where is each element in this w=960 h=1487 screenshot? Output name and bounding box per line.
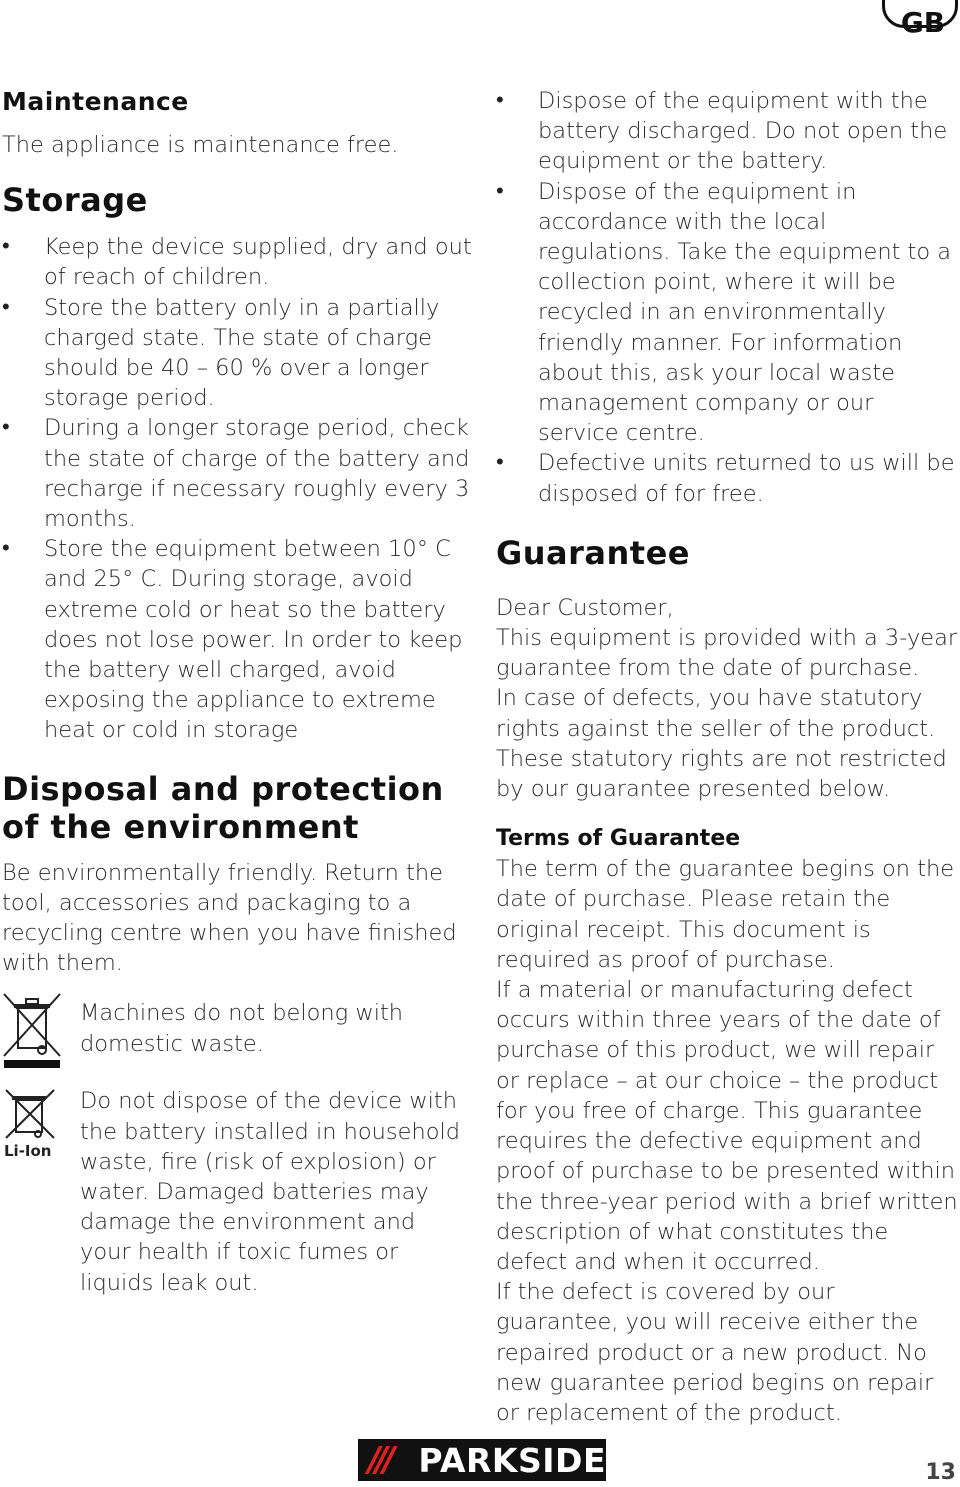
left-column: [2, 86, 472, 1298]
terms-heading: Terms of Guarantee: [496, 826, 741, 852]
list-item: • Dispose of the equipment in accordance with the local regulations. Take the equipment to a collection point, where it will be recycled in an environmentally friendly manner. For information about this, ask your local waste management company or our service centre.: [496, 177, 960, 449]
disposal-heading-line1: Disposal and protection: [2, 769, 444, 808]
page-number: 13: [925, 1460, 956, 1485]
list-item: • Defective units returned to us will be disposed of for free.: [496, 448, 960, 508]
guarantee-intro: This equipment is provided with a 3-year guarantee from the date of purchase.: [496, 625, 958, 682]
logo-slashes: ///: [368, 1440, 391, 1480]
liion-bin-icon: [2, 1086, 80, 1166]
disposal-list: [496, 86, 960, 509]
guarantee-greeting: Dear Customer,: [496, 594, 674, 621]
list-item: • Dispose of the equipment with the battery discharged. Do not open the equipment or the battery.: [496, 86, 960, 177]
terms-paragraph: If the defect is covered by our guarantee, you will receive either the repaired product or a new product. No new guarantee period begins on repair or replacement of the product.: [496, 1279, 934, 1426]
right-column: [496, 86, 960, 1428]
list-item: • Store the equipment between 10° C and 25° C. During storage, avoid extreme cold or heat so the battery does not lose power. In order to keep the battery well charged, avoid exposing the appliance to extreme heat or cold in storage: [2, 534, 472, 745]
battery-note: Do not dispose of the device with the battery installed in household waste, fire (risk of explosion) or water. Damaged batteries may damage the environment and your health if toxic fumes or liquids leak out.: [80, 1088, 461, 1296]
list-item: • Store the battery only in a partially charged state. The state of charge should be 40 – 60 % over a longer storage period.: [2, 293, 472, 414]
maintenance-text: The appliance is maintenance free.: [2, 132, 399, 158]
list-item: • Keep the device supplied, dry and out of reach of children.: [2, 232, 472, 292]
terms-paragraph: The term of the guarantee begins on the date of purchase. Please retain the original receipt. This document is required as proof of purchase.: [496, 856, 955, 973]
parkside-logo: [358, 1439, 606, 1481]
weee-row: [2, 990, 472, 1074]
storage-list: [2, 232, 472, 745]
liion-label: Li-Ion: [4, 1142, 52, 1161]
disposal-heading: [2, 770, 472, 846]
terms-paragraph: If a material or manufacturing defect occurs within three years of the date of purchase of this product, we will repair or replace – at our choice – the product for you free of charge. This guarantee requires the defective equipment and proof of purchase to be presented within the three-year period with a brief written description of what constitutes the defect and when it occurred.: [496, 977, 958, 1275]
guarantee-heading: Guarantee: [496, 533, 690, 572]
logo-text: PARKSIDE: [418, 1440, 606, 1480]
weee-note: Machines do not belong with domestic waste.: [80, 1000, 404, 1057]
crossed-bin-icon: [2, 990, 80, 1074]
guarantee-rights: In case of defects, you have statutory rights against the seller of the product. These statutory rights are not restricted by our guarantee presented below.: [496, 685, 947, 803]
disposal-heading-line2: of the environment: [2, 807, 359, 846]
storage-heading: Storage: [2, 181, 148, 220]
disposal-text: Be environmentally friendly. Return the tool, accessories and packaging to a recycling centre when you have finished with them.: [2, 859, 457, 977]
battery-row: [2, 1086, 472, 1297]
list-item: • During a longer storage period, check the state of charge of the battery and recharge if necessary roughly every 3 months.: [2, 413, 472, 534]
country-badge: GB: [900, 6, 946, 39]
maintenance-heading: Maintenance: [2, 87, 189, 116]
